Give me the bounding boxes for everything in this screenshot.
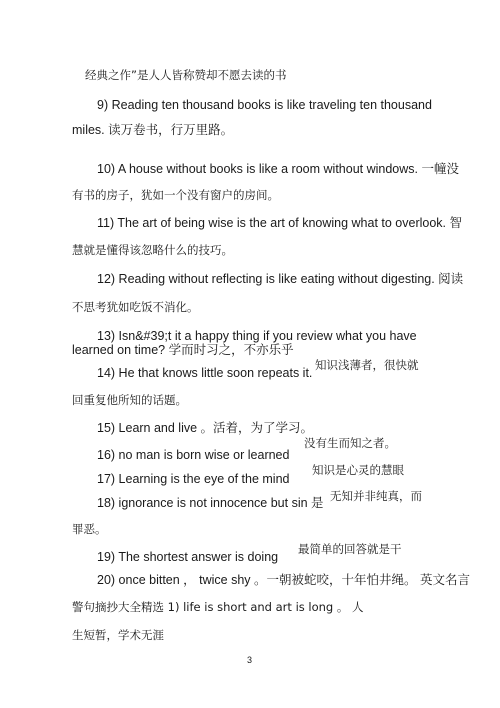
text-line: 生短暂，学术无涯 xyxy=(72,628,164,642)
text-line: 最简单的回答就是干 xyxy=(298,542,402,556)
page-number: 3 xyxy=(247,655,253,665)
text-line: 17) Learning is the eye of the mind xyxy=(97,472,290,486)
text-line: 18) ignorance is not innocence but sin 是 xyxy=(97,496,324,510)
text-line: 警句摘抄大全精选 1) life is short and art is long 。 人 xyxy=(72,600,364,614)
text-line: 20) once bitten ， twice shy 。一朝被蛇咬，十年怕井绳。 英文名言 xyxy=(97,573,470,587)
text-line: 10) A house without books is like a room without windows. 一幢没 xyxy=(97,162,459,176)
text-line: 不思考犹如吃饭不消化。 xyxy=(72,300,199,314)
text-line: 罪恶。 xyxy=(72,522,107,536)
text-line: 11) The art of being wise is the art of knowing what to overlook. 智 xyxy=(97,216,463,230)
text-line: 12) Reading without reflecting is like eating without digesting. 阅读 xyxy=(97,272,464,286)
text-line: miles. 读万卷书，行万里路。 xyxy=(72,123,234,137)
text-line: 没有生而知之者。 xyxy=(304,436,396,450)
text-line: learned on time? 学而时习之，不亦乐乎 xyxy=(72,343,294,357)
text-line: 有书的房子，犹如一个没有窗户的房间。 xyxy=(72,188,279,202)
text-line: 知识是心灵的慧眼 xyxy=(312,463,404,477)
text-line: 9) Reading ten thousand books is like traveling ten thousand xyxy=(97,98,432,112)
text-line: 回重复他所知的话题。 xyxy=(72,393,187,407)
text-line: 无知并非纯真，而 xyxy=(330,489,422,503)
text-line: 经典之作”是人人皆称赞却不愿去读的书 xyxy=(85,68,287,82)
text-line: 16) no man is born wise or learned xyxy=(97,448,290,462)
text-line: 14) He that knows little soon repeats it. xyxy=(97,366,313,380)
text-line: 知识浅薄者，很快就 xyxy=(315,358,419,372)
text-line: 慧就是懂得该忽略什么的技巧。 xyxy=(72,243,233,257)
text-line: 13) Isn&#39;t it a happy thing if you review what you have xyxy=(97,329,417,343)
text-line: 15) Learn and live 。活着，为了学习。 xyxy=(97,421,314,435)
text-line: 19) The shortest answer is doing xyxy=(97,550,279,564)
